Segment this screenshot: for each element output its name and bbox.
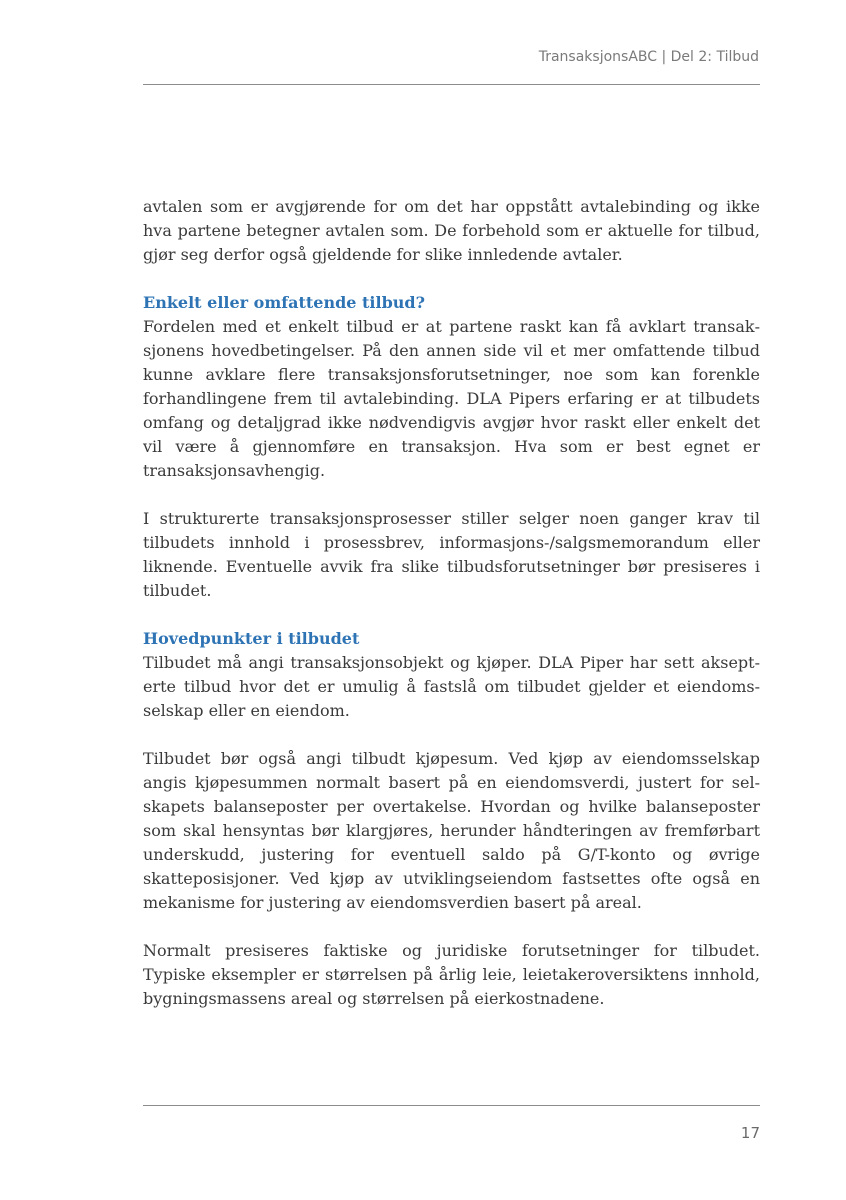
body-paragraph: I strukturerte transaksjonsprosesser stiller selger noen ganger krav til tilbudets innhold i prosessbrev, informasjons-/salgsmemorandum eller liknende. Eventuelle avvik fra slike tilbudsforutsetninger bør presiseres i tilbudet.: [143, 509, 760, 600]
running-header: TransaksjonsABC | Del 2: Tilbud: [538, 49, 759, 65]
section-heading: Enkelt eller omfattende tilbud?: [143, 293, 425, 312]
header-rule: [143, 84, 760, 85]
body-paragraph: Normalt presiseres faktiske og juridiske forutsetninger for tilbudet. Typiske eksempler er størrelsen på årlig leie, leietakeroversiktens innhold, bygningsmassens areal og størrelsen på eierkostnadene.: [143, 941, 760, 1008]
body-paragraph: Fordelen med et enkelt tilbud er at partene raskt kan få avklart transaksjonens hovedbetingelser. På den annen side vil et mer omfattende tilbud kunne avklare flere transaksjonsforutsetninger, noe som kan forenkle forhandlingene frem til avtalebinding. DLA Pipers erfaring er at tilbudets omfang og detaljgrad ikke nødvendigvis avgjør hvor raskt eller enkelt det vil være å gjennomføre en transaksjon. Hva som er best egnet er transaksjonsavhengig.: [143, 317, 760, 480]
body-paragraph: Tilbudet må angi transaksjonsobjekt og kjøper. DLA Piper har sett aksepterte tilbud hvor det er umulig å fastslå om tilbudet gjelder et eiendomsselskap eller en eiendom.: [143, 653, 760, 720]
page-body: [143, 195, 760, 1035]
footer-rule: [143, 1105, 760, 1106]
section-heading: Hovedpunkter i tilbudet: [143, 629, 360, 648]
body-paragraph: avtalen som er avgjørende for om det har oppstått avtalebinding og ikke hva partene betegner avtalen som. De forbehold som er aktuelle for tilbud, gjør seg derfor også gjeldende for slike innledende avtaler.: [143, 197, 760, 264]
body-paragraph: Tilbudet bør også angi tilbudt kjøpesum. Ved kjøp av eiendomsselskap angis kjøpesummen normalt basert på en eiendomsverdi, justert for selskapets balanseposter per overtakelse. Hvordan og hvilke balanseposter som skal hensyntas bør klargjøres, herunder håndteringen av fremførbart underskudd, justering for eventuell saldo på G/T-konto og øvrige skatteposisjoner. Ved kjøp av utviklingseiendom fastsettes ofte også en mekanisme for justering av eiendomsverdien basert på areal.: [143, 749, 760, 912]
page-number: 17: [740, 1124, 760, 1142]
